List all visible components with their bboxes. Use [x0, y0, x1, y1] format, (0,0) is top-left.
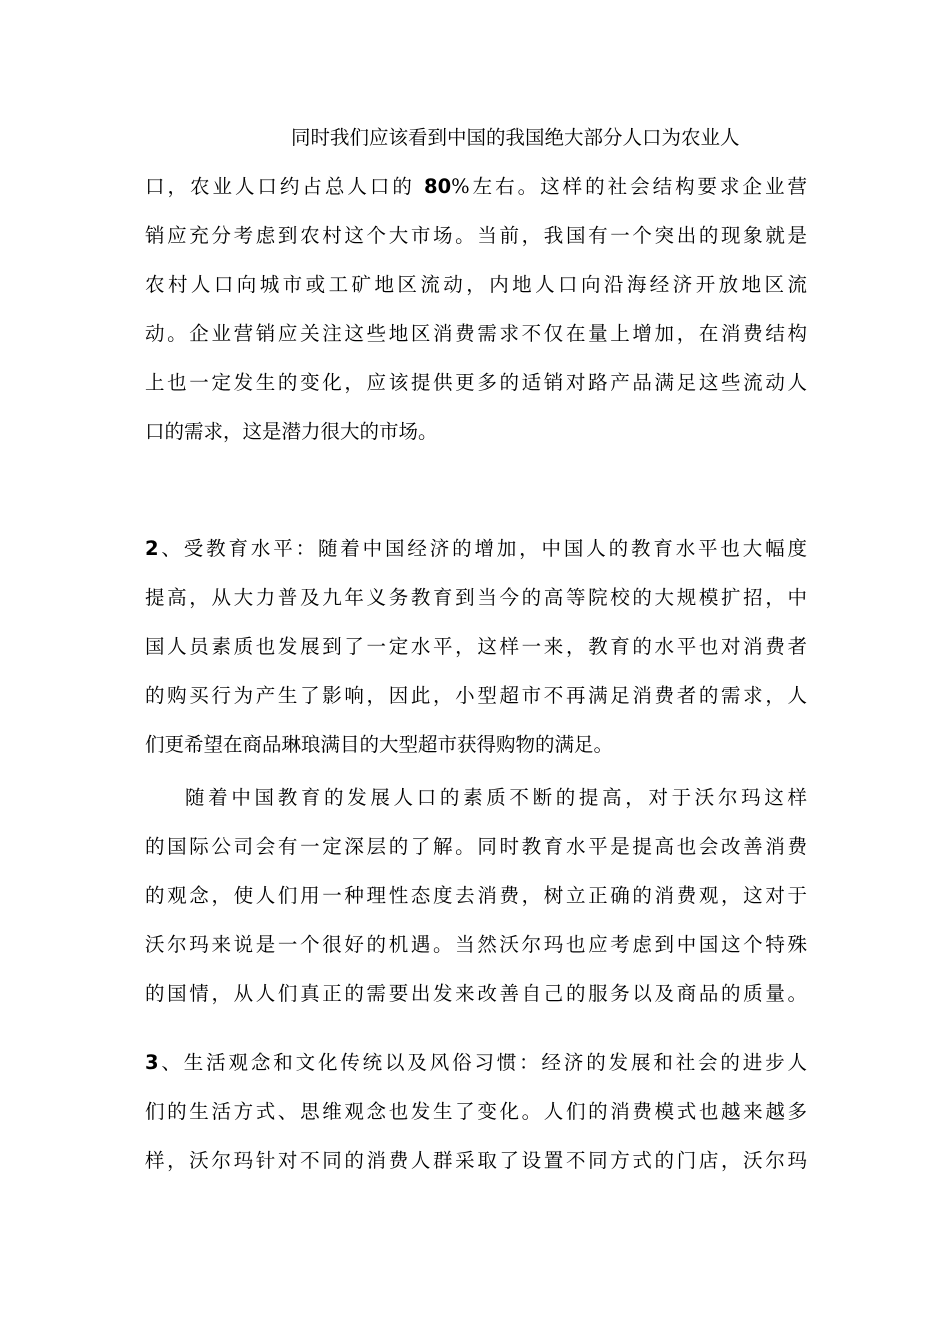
text-span: 、生活观念和文化传统以及风俗习惯：经济的发展和社会的进步人 [158, 1051, 807, 1074]
text-span: 的观念，使人们用一种理性态度去消费，树立正确的消费观，这对于 [145, 884, 807, 907]
paragraph-4-line-1 [145, 1043, 807, 1083]
text-span: 们的生活方式、思维观念也发生了变化。人们的消费模式也越来越多 [145, 1100, 807, 1123]
text-span: 动。企业营销应关注这些地区消费需求不仅在量上增加，在消费结构 [145, 322, 807, 345]
text-span: 的国情，从人们真正的需要出发来改善自己的服务以及商品的质量。 [145, 982, 807, 1005]
paragraph-1-line-3 [145, 216, 807, 256]
text-span: 同时我们应该看到中国的我国绝大部分人口为农业人 [291, 126, 740, 149]
paragraph-2-line-1 [145, 529, 807, 569]
paragraph-1-line-7 [145, 412, 807, 452]
text-span: 沃尔玛来说是一个很好的机遇。当然沃尔玛也应考虑到中国这个特殊 [145, 933, 807, 956]
paragraph-2-line-5 [145, 725, 807, 765]
paragraph-2-line-3 [145, 627, 807, 667]
text-span: %左右。这样的社会结构要求企业营 [451, 175, 808, 198]
paragraph-1-line-2 [145, 167, 807, 207]
percentage-value: 80 [424, 175, 452, 198]
paragraph-4-line-2 [145, 1092, 807, 1132]
paragraph-1-line-6 [145, 363, 807, 403]
section-number: 2 [145, 537, 159, 560]
text-span: 们更希望在商品琳琅满目的大型超市获得购物的满足。 [145, 733, 614, 756]
paragraph-3-line-2 [145, 827, 807, 867]
paragraph-1-line-4 [145, 265, 807, 305]
paragraph-3-line-5 [145, 974, 807, 1014]
paragraph-3-line-3 [145, 876, 807, 916]
paragraph-2-line-2 [145, 578, 807, 618]
text-span: 口的需求，这是潜力很大的市场。 [145, 420, 438, 443]
text-span: 上也一定发生的变化，应该提供更多的适销对路产品满足这些流动人 [145, 371, 807, 394]
paragraph-1-line-5 [145, 314, 807, 354]
text-span: 的国际公司会有一定深层的了解。同时教育水平是提高也会改善消费 [145, 835, 807, 858]
text-span: 的购买行为产生了影响，因此，小型超市不再满足消费者的需求，人 [145, 684, 807, 707]
text-span: 销应充分考虑到农村这个大市场。当前，我国有一个突出的现象就是 [145, 224, 807, 247]
text-span: 样，沃尔玛针对不同的消费人群采取了设置不同方式的门店，沃尔玛 [145, 1149, 807, 1172]
text-span: 、受教育水平：随着中国经济的增加，中国人的教育水平也大幅度 [158, 537, 807, 560]
paragraph-3-line-4 [145, 925, 807, 965]
text-span: 口，农业人口约占总人口的 [145, 175, 425, 198]
text-span: 国人员素质也发展到了一定水平，这样一来，教育的水平也对消费者 [145, 635, 807, 658]
text-span: 提高，从大力普及九年义务教育到当今的高等院校的大规模扩招，中 [145, 586, 807, 609]
text-span: 随着中国教育的发展人口的素质不断的提高，对于沃尔玛这样 [185, 786, 807, 809]
paragraph-4-line-3 [145, 1141, 807, 1181]
paragraph-2-line-4 [145, 676, 807, 716]
paragraph-3-line-1 [185, 778, 807, 818]
paragraph-1-line-1 [291, 118, 807, 158]
text-span: 农村人口向城市或工矿地区流动，内地人口向沿海经济开放地区流 [145, 273, 807, 296]
section-number: 3 [145, 1051, 159, 1074]
